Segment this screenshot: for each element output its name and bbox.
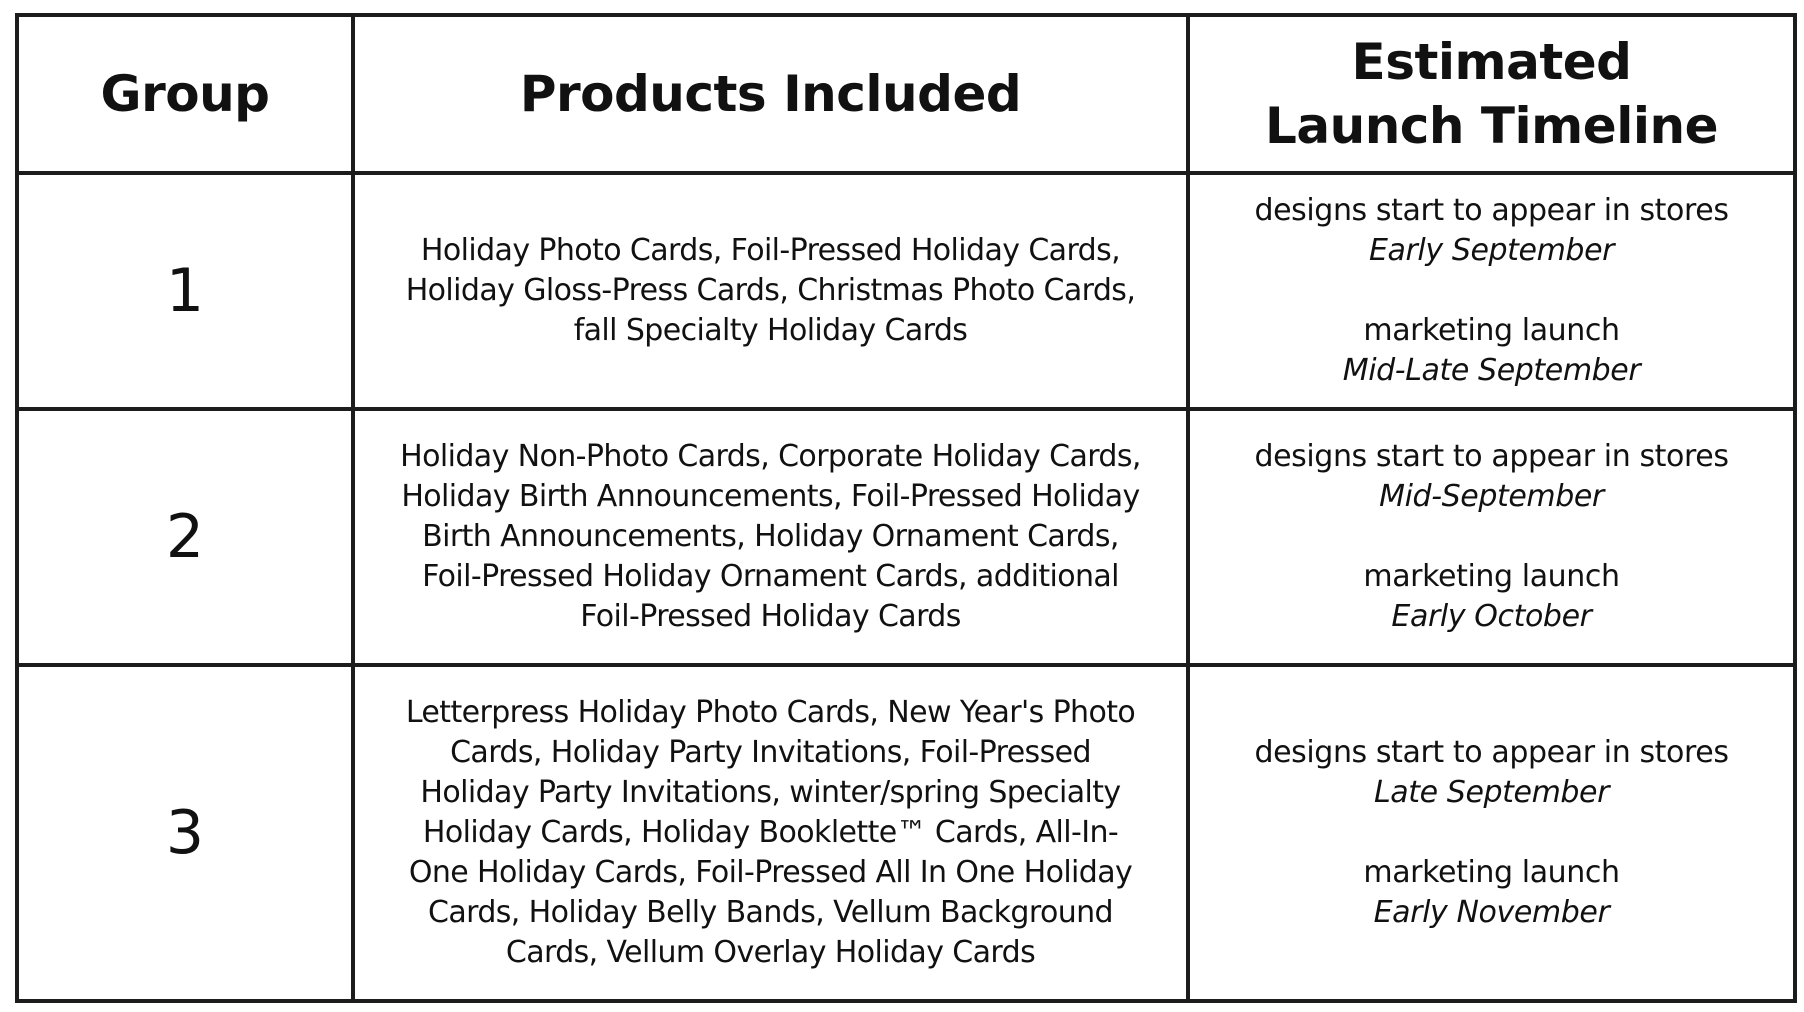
products-cell: [353, 173, 1188, 409]
marketing-label: marketing launch: [1363, 559, 1620, 594]
group-number: 2: [17, 409, 353, 665]
group-number: 1: [17, 173, 353, 409]
table-row: [17, 665, 1795, 1001]
header-timeline-line2: Launch Timeline: [1265, 97, 1718, 155]
header-timeline: [1188, 15, 1795, 173]
marketing-date: Early November: [1373, 895, 1610, 930]
designs-date: Late September: [1373, 775, 1610, 810]
marketing-date: Mid-Late September: [1342, 353, 1641, 388]
marketing-date: Early October: [1391, 599, 1592, 634]
products-text: Holiday Non-Photo Cards, Corporate Holiday Cards, Holiday Birth Announcements, Foil-Pressed Holiday Birth Announcements, Holiday Ornament Cards, Foil-Pressed Holiday Ornament Cards, additional Foil-Pressed Holiday Cards: [400, 439, 1141, 634]
header-group: [17, 15, 353, 173]
products-cell: [353, 409, 1188, 665]
header-timeline-line1: Estimated: [1351, 33, 1632, 91]
designs-date: Early September: [1368, 233, 1615, 268]
timeline-cell: [1188, 665, 1795, 1001]
group-number: 3: [17, 665, 353, 1001]
table-header-row: [17, 15, 1795, 173]
header-group-label: Group: [100, 65, 270, 123]
designs-label: designs start to appear in stores: [1254, 193, 1729, 228]
header-products-label: Products Included: [519, 65, 1022, 123]
designs-label: designs start to appear in stores: [1254, 439, 1729, 474]
header-products: [353, 15, 1188, 173]
timeline-cell: [1188, 173, 1795, 409]
products-cell: [353, 665, 1188, 1001]
launch-timeline-table: [15, 13, 1797, 1003]
table-row: [17, 409, 1795, 665]
designs-date: Mid-September: [1379, 479, 1604, 514]
table-row: [17, 173, 1795, 409]
designs-label: designs start to appear in stores: [1254, 735, 1729, 770]
products-text: Letterpress Holiday Photo Cards, New Year's Photo Cards, Holiday Party Invitations, Foil-Pressed Holiday Party Invitations, winter/spring Specialty Holiday Cards, Holiday Booklette™ Cards, All-In-One Holiday Cards, Foil-Pressed All In One Holiday Cards, Holiday Belly Bands, Vellum Background Cards, Vellum Overlay Holiday Cards: [405, 695, 1136, 970]
timeline-cell: [1188, 409, 1795, 665]
marketing-label: marketing launch: [1363, 855, 1620, 890]
marketing-label: marketing launch: [1363, 313, 1620, 348]
products-text: Holiday Photo Cards, Foil-Pressed Holiday Cards, Holiday Gloss-Press Cards, Christmas Photo Cards, fall Specialty Holiday Cards: [405, 233, 1136, 348]
